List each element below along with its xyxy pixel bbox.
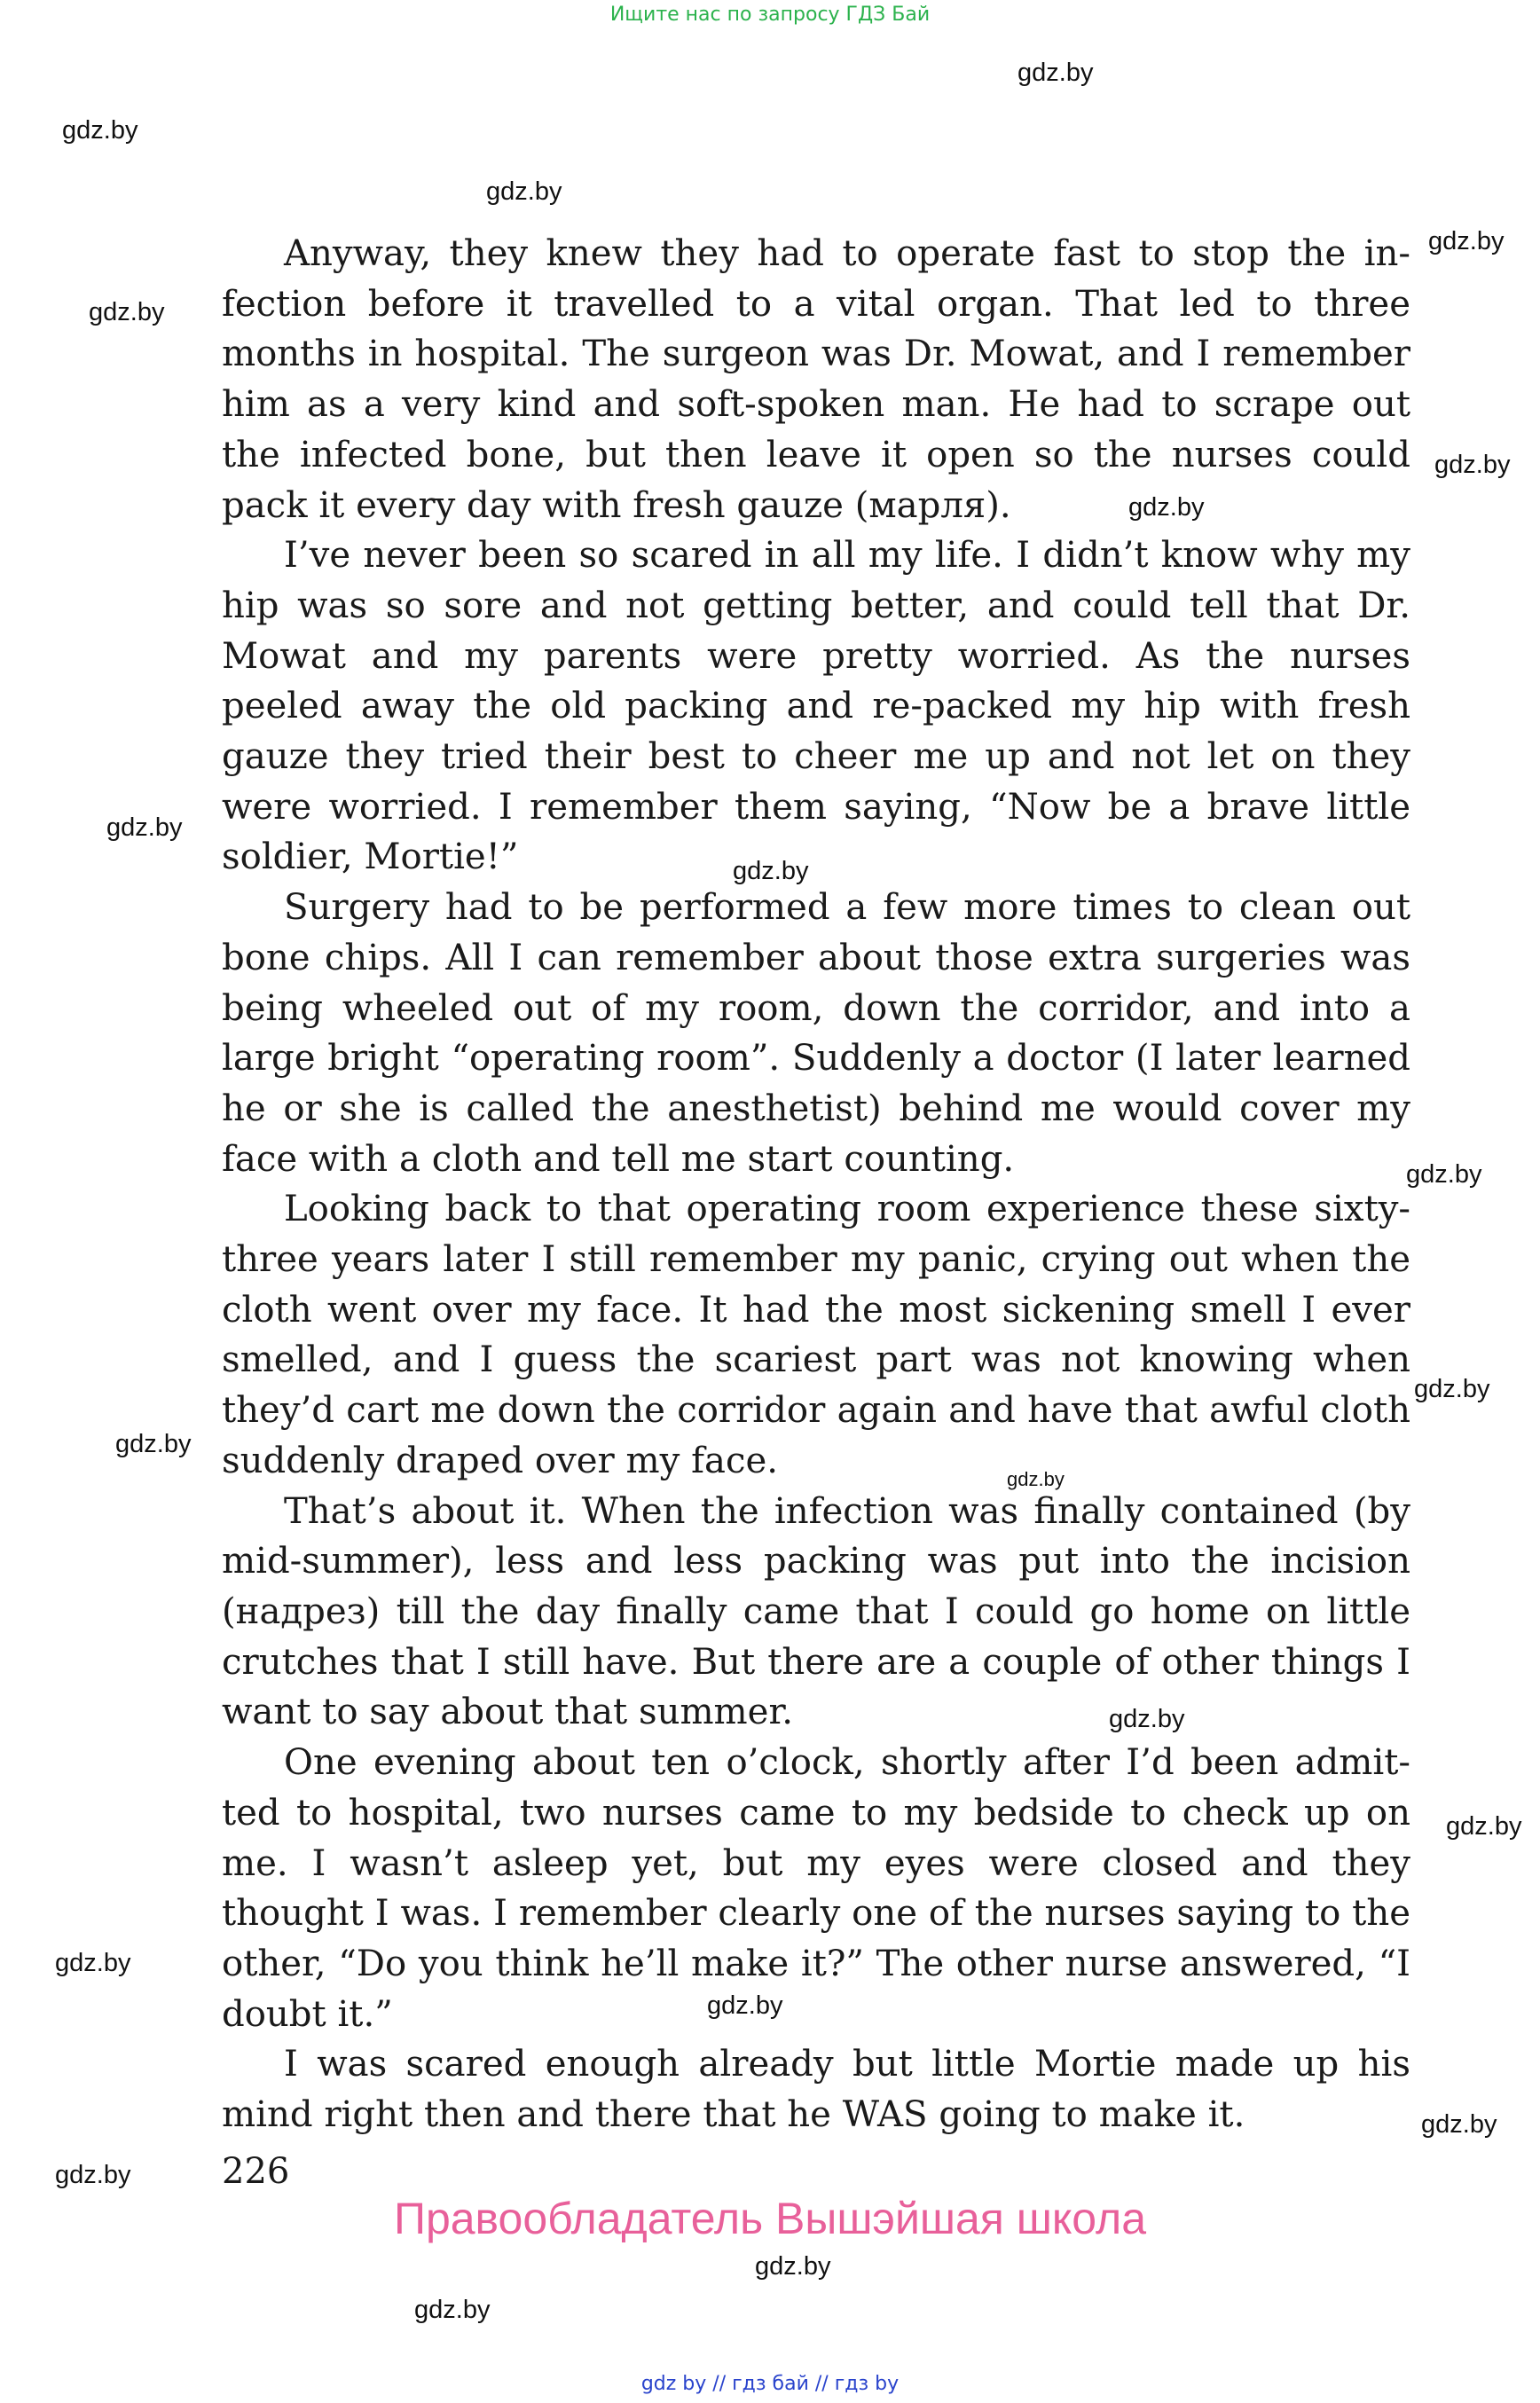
paragraph: I was scared enough already but little Mortie made up his mind right then and there that he WAS going to make it. [222,2044,1410,2136]
watermark: gdz.by [486,177,562,206]
watermark: gdz.by [1128,493,1205,522]
watermark: gdz.by [733,857,809,885]
watermark: gdz.by [1446,1812,1522,1841]
paragraph: I’ve never been so scared in all my life. I didn’t know why my hip was so sore and not getting better, and could tell that Dr. Mowat and my parents were pretty worried. As the nurses peeled away the old packing and re-packed my hip with fresh gauze they tried their best to cheer me up and not let on they were worried. I remember them saying, “Now be a brave little soldier, Mortie!” [222,535,1410,878]
watermark: gdz.by [115,1430,192,1458]
watermark: gdz.by [1434,451,1511,479]
footer-links[interactable]: gdz by // гдз бай // гдз by [640,2373,900,2395]
watermark: gdz.by [1406,1160,1482,1189]
watermark: gdz.by [1428,227,1505,255]
watermark: gdz.by [55,1949,131,1977]
paragraph: Anyway, they knew they had to operate fast to stop the infection before it travelled to a vital organ. That led to three months in hospital. The surgeon was Dr. Mowat, and I remember him as a very kind and soft-spoken man. He had to scrape out the infected bone, but then leave it open so the nurses could pack it every day with fresh gauze (марля). [222,233,1410,526]
watermark: gdz.by [106,813,183,842]
page-number: 226 [222,2151,290,2192]
paragraph: That’s about it. When the infection was finally contained (by mid-summer), less and less packing was put into the incision (надрез) till the day finally came that I could go home on little crutches that I still have. But there are a couple of other things I want to say about that summer. [222,1490,1410,1733]
paragraph: One evening about ten o’clock, shortly after I’d been admitted to hospital, two nurses came to my bedside to check up on me. I wasn’t asleep yet, but my eyes were closed and they thought I was. I remember clearly one of the nurses saying to the other, “Do you think he’ll make it?” The other nurse answered, “I doubt it.” [222,1742,1410,2035]
paragraph: Looking back to that operating room experience these sixty-three years later I still remember my panic, crying out when the cloth went over my face. It had the most sickening smell I ever smelled, and I guess the scariest part was not knowing when they’d cart me down the corridor again and have that awful cloth suddenly draped over my face. [222,1189,1410,1481]
watermark: gdz.by [1018,59,1094,87]
watermark: gdz.by [62,116,138,145]
watermark: gdz.by [414,2296,491,2324]
paragraph: Surgery had to be performed a few more times to clean out bone chips. All I can remember about those extra surgeries was being wheeled out of my room, down the corridor, and into a large bright “operating room”. Suddenly a doctor (I later learned he or she is called the anesthetist) behind me would cover my face with a cloth and tell me start counting. [222,887,1410,1180]
top-banner[interactable]: Ищите нас по запросу ГДЗ Бай [609,4,931,26]
watermark: gdz.by [89,298,165,326]
watermark: gdz.by [55,2161,131,2189]
watermark: gdz.by [1007,1468,1065,1490]
copyright-notice: Правообладатель Вышэйшая школа [394,2194,1146,2243]
watermark: gdz.by [755,2252,831,2281]
article-body [222,229,1410,2140]
watermark: gdz.by [1414,1375,1490,1403]
watermark: gdz.by [1421,2110,1497,2139]
watermark: gdz.by [707,1991,783,2020]
watermark: gdz.by [1109,1705,1185,1733]
